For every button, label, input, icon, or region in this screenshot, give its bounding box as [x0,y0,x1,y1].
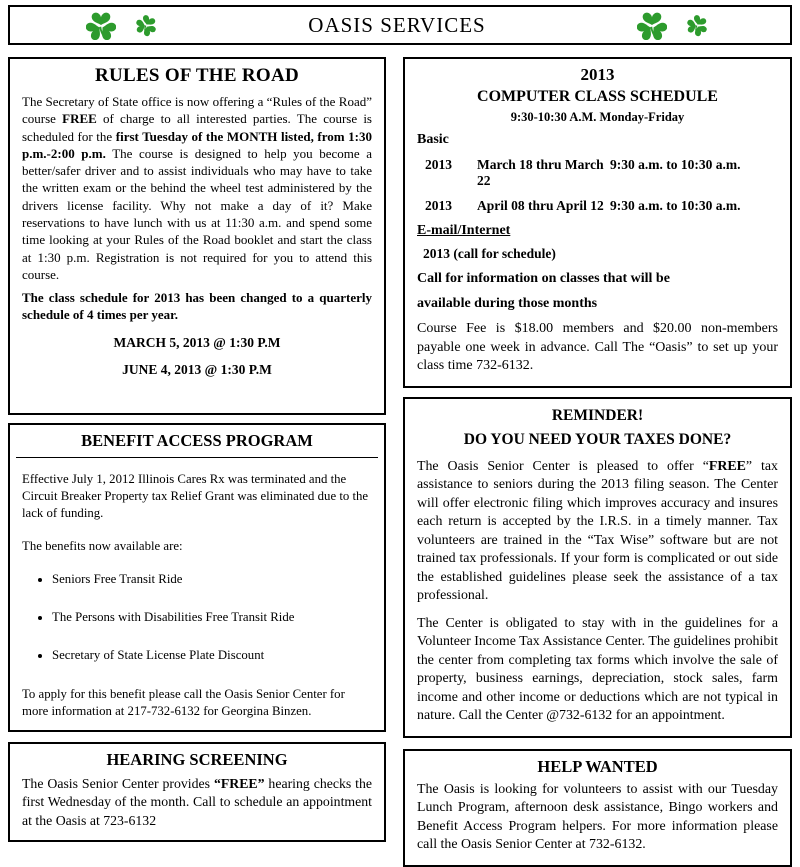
schedule-row-year: 2013 [425,198,452,213]
header-clovers-left [86,11,157,40]
right-column [403,57,792,867]
content-columns [8,57,792,867]
taxes-paragraph-2: The Center is obligated to stay with in the guidelines for a Volunteer Income Tax Assistance Center. The guidelines prohibit the center from completing tax forms which involve the sale of property, business earnings, depreciation, stock sales, farm income and other income or deductions which are not typical in nature. Call the Center @732-6132 for an appointment. [417,615,778,724]
benefit-list-item: • Secretary of State License Plate Discount [52,648,372,663]
rules-text-2: of charge to all interested parties. The course is scheduled for the [22,111,372,144]
computer-call-info-line-2: available during those months [417,296,598,311]
shamrock-icon [637,11,667,40]
header-clovers-right [637,11,708,40]
rules-of-the-road-section [8,57,386,415]
rules-schedule-note: The class schedule for 2013 has been changed to a quarterly schedule of 4 times per year. [22,290,372,323]
taxes-text-2: ” tax assistance to seniors during the 2013 filing season. The Center will offer electronic filing which improves accuracy and insures each return is accepted by the I.R.S. in a timely manner. Tax volunteers are trained in the “Tax Wise” software but are not trained tax professionals. If your form is complicated or out side the established guidelines please seek the assistance of a tax professional. [417,458,778,604]
schedule-row-year: 2013 [425,157,452,172]
computer-email-note: 2013 (call for schedule) [423,246,556,261]
computer-fee-paragraph: Course Fee is $18.00 members and $20.00 non-members payable one week in advance. Call The “Oasis” to set up your class time 732-6132. [417,321,778,374]
rules-date-june: JUNE 4, 2013 @ 1:30 P.M [122,361,272,377]
hearing-screening-section [8,742,386,842]
section-title-reminder: REMINDER! [551,406,644,424]
benefit-intro: The benefits now available are: [22,539,183,554]
title-divider-line [16,457,378,458]
benefit-apply-note: To apply for this benefit please call the Oasis Senior Center for more information at 217-732-6132 for Georgina Binzen. [22,687,345,719]
masthead [8,5,792,45]
computer-time-subtitle: 9:30-10:30 A.M. Monday-Friday [510,110,685,124]
schedule-row-dates: March 18 thru March 22 [477,157,604,188]
schedule-row-time: 9:30 a.m. to 10:30 a.m. [610,198,741,213]
hearing-text-1: The Oasis Senior Center provides [22,776,214,792]
schedule-row-dates: April 08 thru April 12 [477,198,604,213]
schedule-row-time: 9:30 a.m. to 10:30 a.m. [610,157,741,172]
benefit-list-item: • The Persons with Disabilities Free Transit Ride [52,610,372,625]
help-wanted-section [403,749,792,867]
section-title-taxes-done: DO YOU NEED YOUR TAXES DONE? [463,430,732,448]
taxes-paragraph-1 [417,458,778,606]
section-title-benefit: BENEFIT ACCESS PROGRAM [81,431,313,450]
section-title-hearing: HEARING SCREENING [106,750,288,770]
computer-basic-label: Basic [417,132,449,147]
section-title-help-wanted: HELP WANTED [537,756,658,776]
hearing-paragraph [22,775,372,830]
rules-text-1: The Secretary of State office is now offering a “Rules of the Road” course [22,94,372,127]
hearing-free-bold: “FREE” [213,776,265,792]
hearing-text-2: hearing checks the first Wednesday of the month. Call to schedule an appointment at the Oasis at 723-6132 [22,776,372,828]
shamrock-icon [684,11,712,38]
taxes-text-1: The Oasis Senior Center is pleased to offer “ [417,458,709,474]
schedule-row [417,157,778,189]
schedule-row [417,198,778,214]
benefit-access-program-section [8,423,386,732]
page-title: OASIS SERVICES [308,12,486,37]
rules-date-march: MARCH 5, 2013 @ 1:30 P.M [113,334,281,350]
rules-schedule-bold: first Tuesday of the MONTH listed, from 1:30 p.m.-2:00 p.m. [22,128,372,161]
computer-class-schedule-section [403,57,792,388]
computer-year: 2013 [580,65,615,84]
rules-paragraph [22,93,372,283]
rules-text-3: The course is designed to help you become a better/safer driver and to assist individuals who may have to take the written exam or the behind the wheel test administered by the drivers license facility. Why not make a day of it? Make reservations to have lunch with us at 11:30 a.m. and spend some time looking at your Rules of the Road booklet and start the class at 1:30 p.m. Registration is not required for you to attend this course. [22,145,372,282]
benefit-list-item: • Seniors Free Transit Ride [52,572,372,587]
shamrock-icon [86,11,116,40]
computer-call-info-line-1: Call for information on classes that will be [417,271,670,286]
section-title-computer: COMPUTER CLASS SCHEDULE [477,88,718,105]
taxes-reminder-section [403,397,792,738]
taxes-free-bold: FREE [708,458,746,474]
rules-free-bold: FREE [62,111,97,127]
computer-email-internet-label: E-mail/Internet [417,223,511,238]
section-title-rules: RULES OF THE ROAD [94,65,300,86]
benefit-list [22,572,372,663]
benefit-paragraph-1: Effective July 1, 2012 Illinois Cares Rx was terminated and the Circuit Breaker Property tax Relief Grant was eliminated due to the lack of funding. [22,472,369,521]
left-column [8,57,386,842]
help-wanted-paragraph: The Oasis is looking for volunteers to assist with our Tuesday Lunch Program, afternoon desk assistance, Bingo workers and Benefit Access Program helpers. For more information please call the Oasis Senior Center at 732-6132. [417,781,778,853]
